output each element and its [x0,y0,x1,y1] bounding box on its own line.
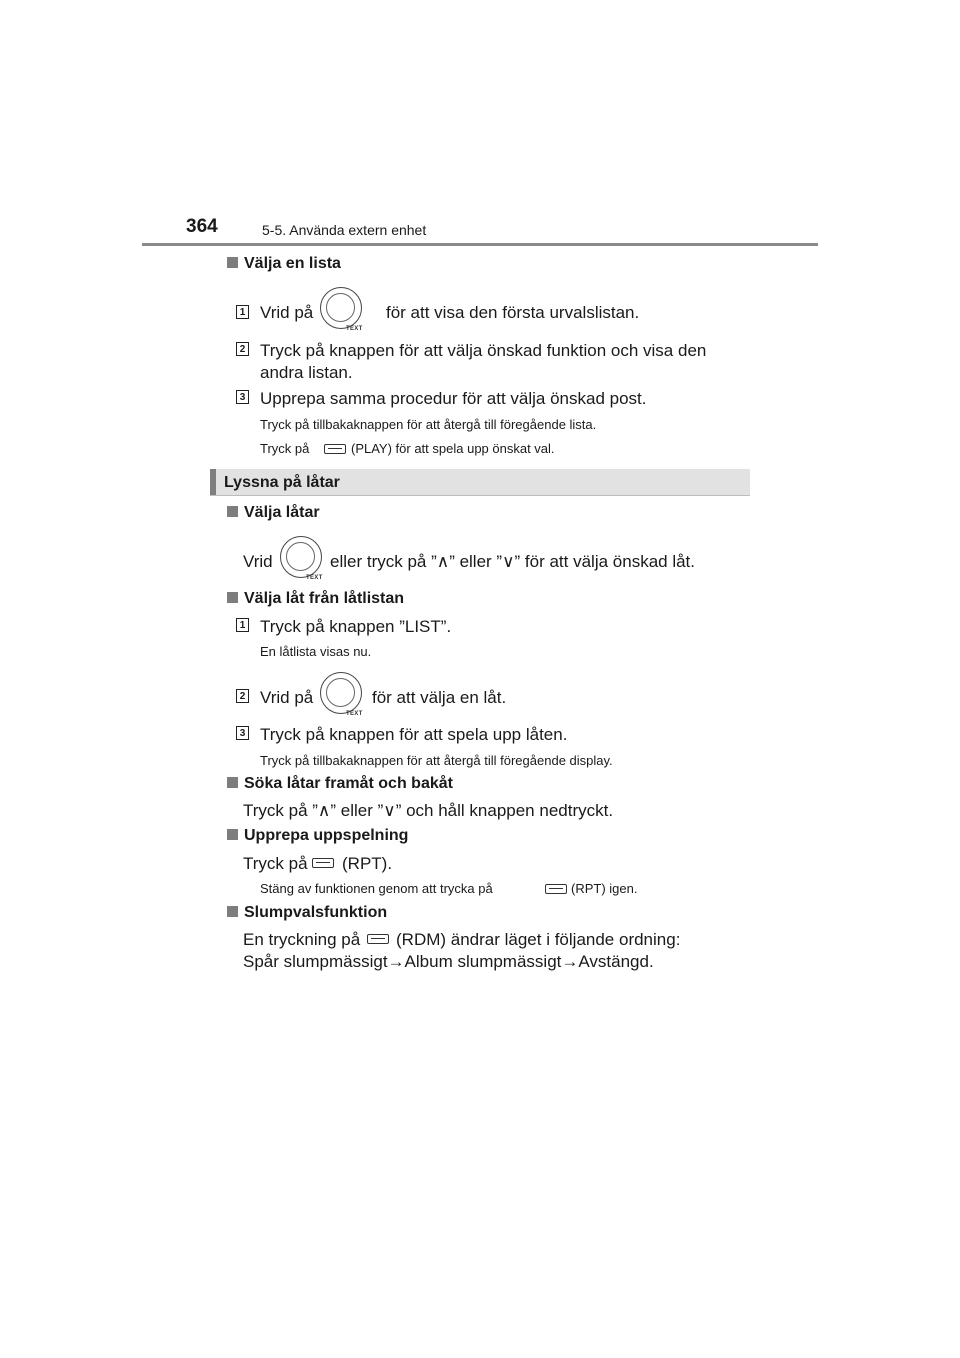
preset-button-icon [367,934,389,944]
step-text: Vrid på [260,688,314,707]
knob-label: TEXT [346,711,363,717]
body-text: En tryckning på [243,930,361,949]
section-heading-upprepa-uppspelning: Upprepa uppspelning [227,827,408,845]
body-text: (RDM) ändrar läget i följande ordning: [396,930,681,949]
square-bullet-icon [227,777,238,788]
section-heading-valja-latar: Välja låtar [227,504,320,522]
step-number-1: 1 [236,305,249,319]
knob-label: TEXT [306,575,323,581]
section-heading-valja-lat-fran-latlistan: Välja låt från låtlistan [227,590,404,608]
preset-button-icon [324,444,346,454]
step-text: för att visa den första urvalslistan. [386,303,640,322]
step-text: Tryck på knappen för att spela upp låten. [260,725,568,744]
section-heading-slumpvalsfunktion: Slumpvalsfunktion [227,904,387,922]
section-band [210,469,750,496]
square-bullet-icon [227,506,238,517]
step-text: andra listan. [260,363,353,382]
preset-button-icon [312,858,334,868]
section-heading-valja-en-lista: Välja en lista [227,255,341,273]
band-accent [210,469,216,495]
chapter-title: 5-5. Använda extern enhet [262,222,427,238]
square-bullet-icon [227,257,238,268]
step-number-1: 1 [236,618,249,632]
step-number-3: 3 [236,390,249,404]
square-bullet-icon [227,829,238,840]
square-bullet-icon [227,592,238,603]
tune-knob-icon [280,536,322,578]
note-text: (PLAY) för att spela upp önskat val. [351,441,555,456]
square-bullet-icon [227,906,238,917]
body-text: eller tryck på ”∧” eller ”∨” för att välja önskad låt. [330,552,696,571]
note-text: Tryck på tillbakaknappen för att återgå till föregående display. [260,753,613,768]
step-text: Tryck på knappen ”LIST”. [260,617,452,636]
note-text: Tryck på tillbakaknappen för att återgå till föregående lista. [260,417,597,432]
header-rule [142,243,818,246]
step-number-2: 2 [236,689,249,703]
note-text: En låtlista visas nu. [260,644,372,659]
body-text: Spår slumpmässigt→Album slumpmässigt→Avstängd. [243,952,654,971]
knob-label: TEXT [346,326,363,332]
step-text: Tryck på knappen för att välja önskad funktion och visa den [260,341,707,360]
tune-knob-icon [320,287,362,329]
step-text: för att välja en låt. [372,688,507,707]
note-text: Tryck på [260,441,310,456]
body-text: Tryck på [243,854,308,873]
note-text: Stäng av funktionen genom att trycka på [260,881,493,896]
step-text: Upprepa samma procedur för att välja önskad post. [260,389,647,408]
body-text: (RPT). [342,854,393,873]
section-heading-soka-latar: Söka låtar framåt och bakåt [227,775,453,793]
note-text: (RPT) igen. [571,881,638,896]
step-number-3: 3 [236,726,249,740]
band-title: Lyssna på låtar [224,474,340,491]
body-text: Tryck på ”∧” eller ”∨” och håll knappen nedtryckt. [243,801,614,820]
tune-knob-icon [320,672,362,714]
page-number: 364 [186,216,218,237]
step-number-2: 2 [236,342,249,356]
step-text: Vrid på [260,303,314,322]
preset-button-icon [545,884,567,894]
body-text: Vrid [243,552,273,571]
